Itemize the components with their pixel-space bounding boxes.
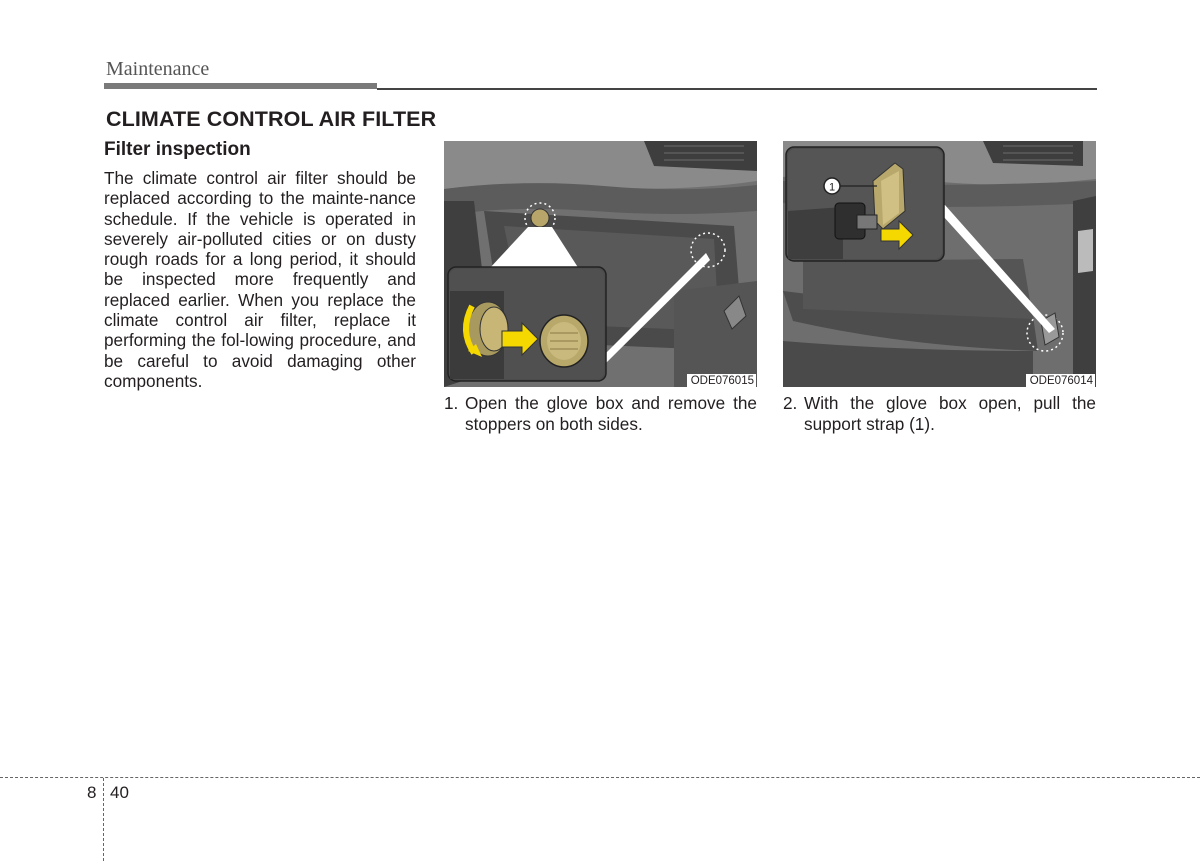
- callout-number: 1: [828, 181, 836, 194]
- footer-divider: [0, 777, 1200, 778]
- subheading: Filter inspection: [104, 139, 251, 160]
- page-number: 40: [110, 783, 129, 802]
- figure-support-strap: [783, 141, 1096, 387]
- header-rule-thick: [104, 83, 377, 89]
- glove-box-illustration: [444, 141, 757, 387]
- section-label: Maintenance: [106, 58, 210, 80]
- figure-glove-box-stoppers: [444, 141, 757, 387]
- chapter-number: 8: [87, 783, 97, 802]
- step-number: 1.: [444, 393, 459, 413]
- step-text: Open the glove box and remove the stoppers on both sides.: [465, 393, 757, 434]
- footer-vertical-divider: [103, 778, 104, 861]
- step-caption-2: [783, 393, 1096, 435]
- body-paragraph: The climate control air filter should be replaced according to the mainte-nance schedule. If the vehicle is operated in severely air-polluted cities or on dusty rough roads for a long period, it should be inspected more frequently and replaced earlier. When you replace the climate control air filter, replace it performing the fol-lowing procedure, and be careful to avoid damaging other components.: [104, 168, 416, 391]
- page-title: CLIMATE CONTROL AIR FILTER: [106, 107, 437, 131]
- step-text: With the glove box open, pull the support strap (1).: [804, 393, 1096, 434]
- step-number: 2.: [783, 393, 798, 413]
- figure-code: ODE076015: [687, 374, 756, 387]
- step-caption-1: [444, 393, 757, 435]
- figure-code: ODE076014: [1026, 374, 1095, 387]
- support-strap-illustration: [783, 141, 1096, 387]
- header-rule-thin: [377, 88, 1097, 90]
